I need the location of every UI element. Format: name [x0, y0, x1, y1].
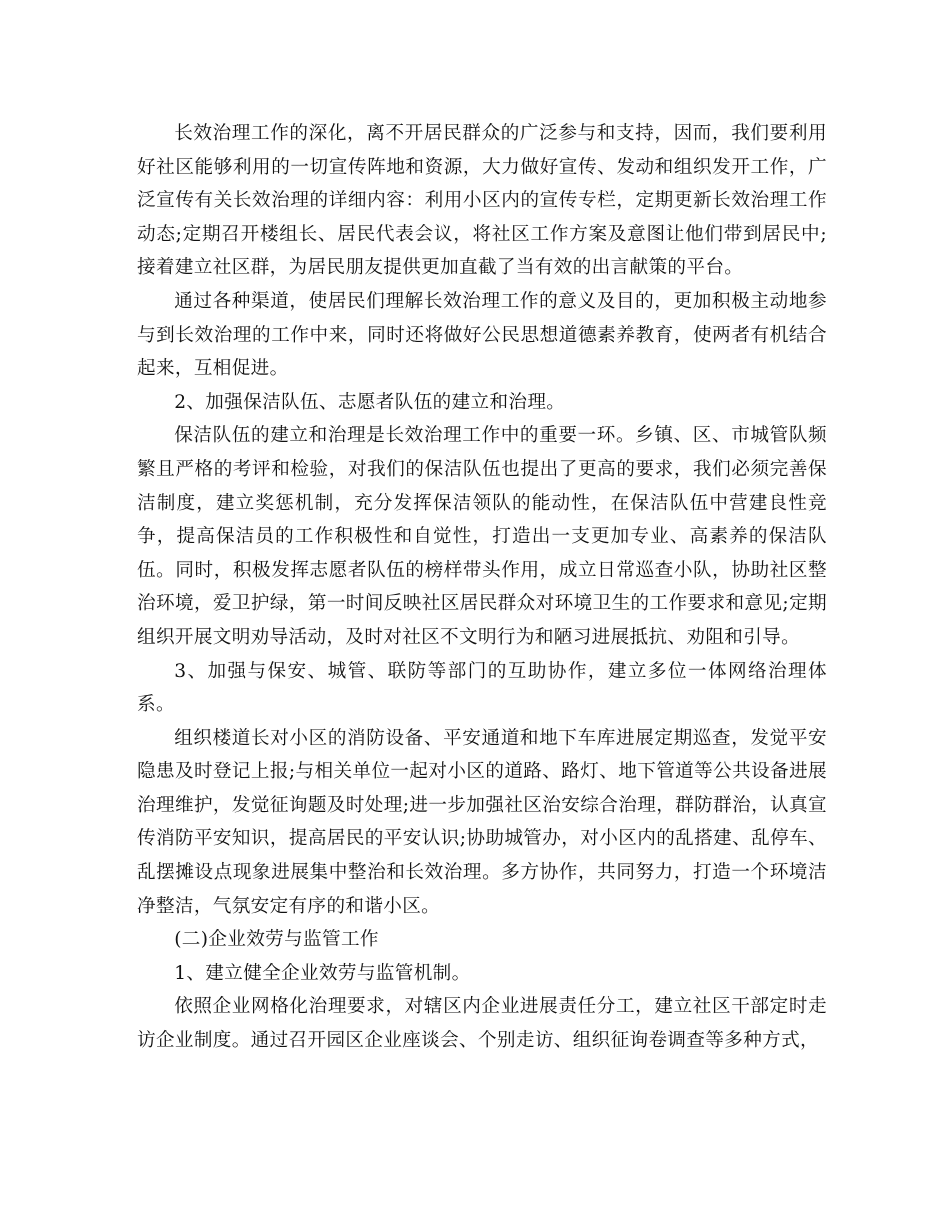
paragraph-cleaning-team-management: 保洁队伍的建立和治理是长效治理工作中的重要一环。乡镇、区、市城管队频繁且严格的考评和检验，对我们的保洁队伍也提出了更高的要求，我们必须完善保洁制度，建立奖惩机制，充分发挥保洁领队的能动性，在保洁队伍中营建良性竞争，提高保洁员的工作积极性和自觉性，打造出一支更加专业、高素养的保洁队伍。同时，积极发挥志愿者队伍的榜样带头作用，成立日常巡查小队，协助社区整治环境，爱卫护绿，第一时间反映社区居民群众对环境卫生的工作要求和意见;定期组织开展文明劝导活动，及时对社区不文明行为和陋习进展抵抗、劝阻和引导。 — [137, 425, 827, 648]
paragraph-safety-inspection: 组织楼道长对小区的消防设备、平安通道和地下车库进展定期巡查，发觉平安隐患及时登记上报;与相关单位一起对小区的道路、路灯、地下管道等公共设备进展治理维护，发觉征询题及时处理;进一步加强社区治安综合治理，群防群治，认真宣传消防平安知识，提高居民的平安认识;协助城管办，对小区内的乱搭建、乱停车、乱摆摊设点现象进展集中整治和长效治理。多方协作，共同努力，打造一个环境洁净整洁，气氛安定有序的和谐小区。 — [137, 727, 827, 917]
section-heading-cleaning-volunteer-teams: 2、加强保洁队伍、志愿者队伍的建立和治理。 — [174, 391, 566, 413]
paragraph-resident-participation: 通过各种渠道，使居民们理解长效治理工作的意义及目的，更加积极主动地参与到长效治理的工作中来，同时还将做好公民思想道德素养教育，使两者有机结合起来，互相促进。 — [137, 290, 827, 380]
paragraph-enterprise-grid-management: 依照企业网格化治理要求，对辖区内企业进展责任分工，建立社区干部定时走访企业制度。通过召开园区企业座谈会、个别走访、组织征询卷调查等多种方式， — [137, 996, 827, 1052]
document-body — [137, 117, 827, 1058]
section-heading-enterprise-mechanism: 1、建立健全企业效劳与监管机制。 — [174, 962, 471, 984]
section-heading-cooperation-network: 3、加强与保安、城管、联防等部门的互助协作，建立多位一体网络治理体系。 — [137, 660, 827, 716]
section-heading-enterprise-service: (二)企业效劳与监管工作 — [174, 929, 379, 951]
paragraph-community-publicity: 长效治理工作的深化，离不开居民群众的广泛参与和支持，因而，我们要利用好社区能够利用的一切宣传阵地和资源，大力做好宣传、发动和组织发开工作，广泛宣传有关长效治理的详细内容：利用小区内的宣传专栏，定期更新长效治理工作动态;定期召开楼组长、居民代表会议，将社区工作方案及意图让他们带到居民中;接着建立社区群，为居民朋友提供更加直截了当有效的出言献策的平台。 — [137, 123, 827, 279]
